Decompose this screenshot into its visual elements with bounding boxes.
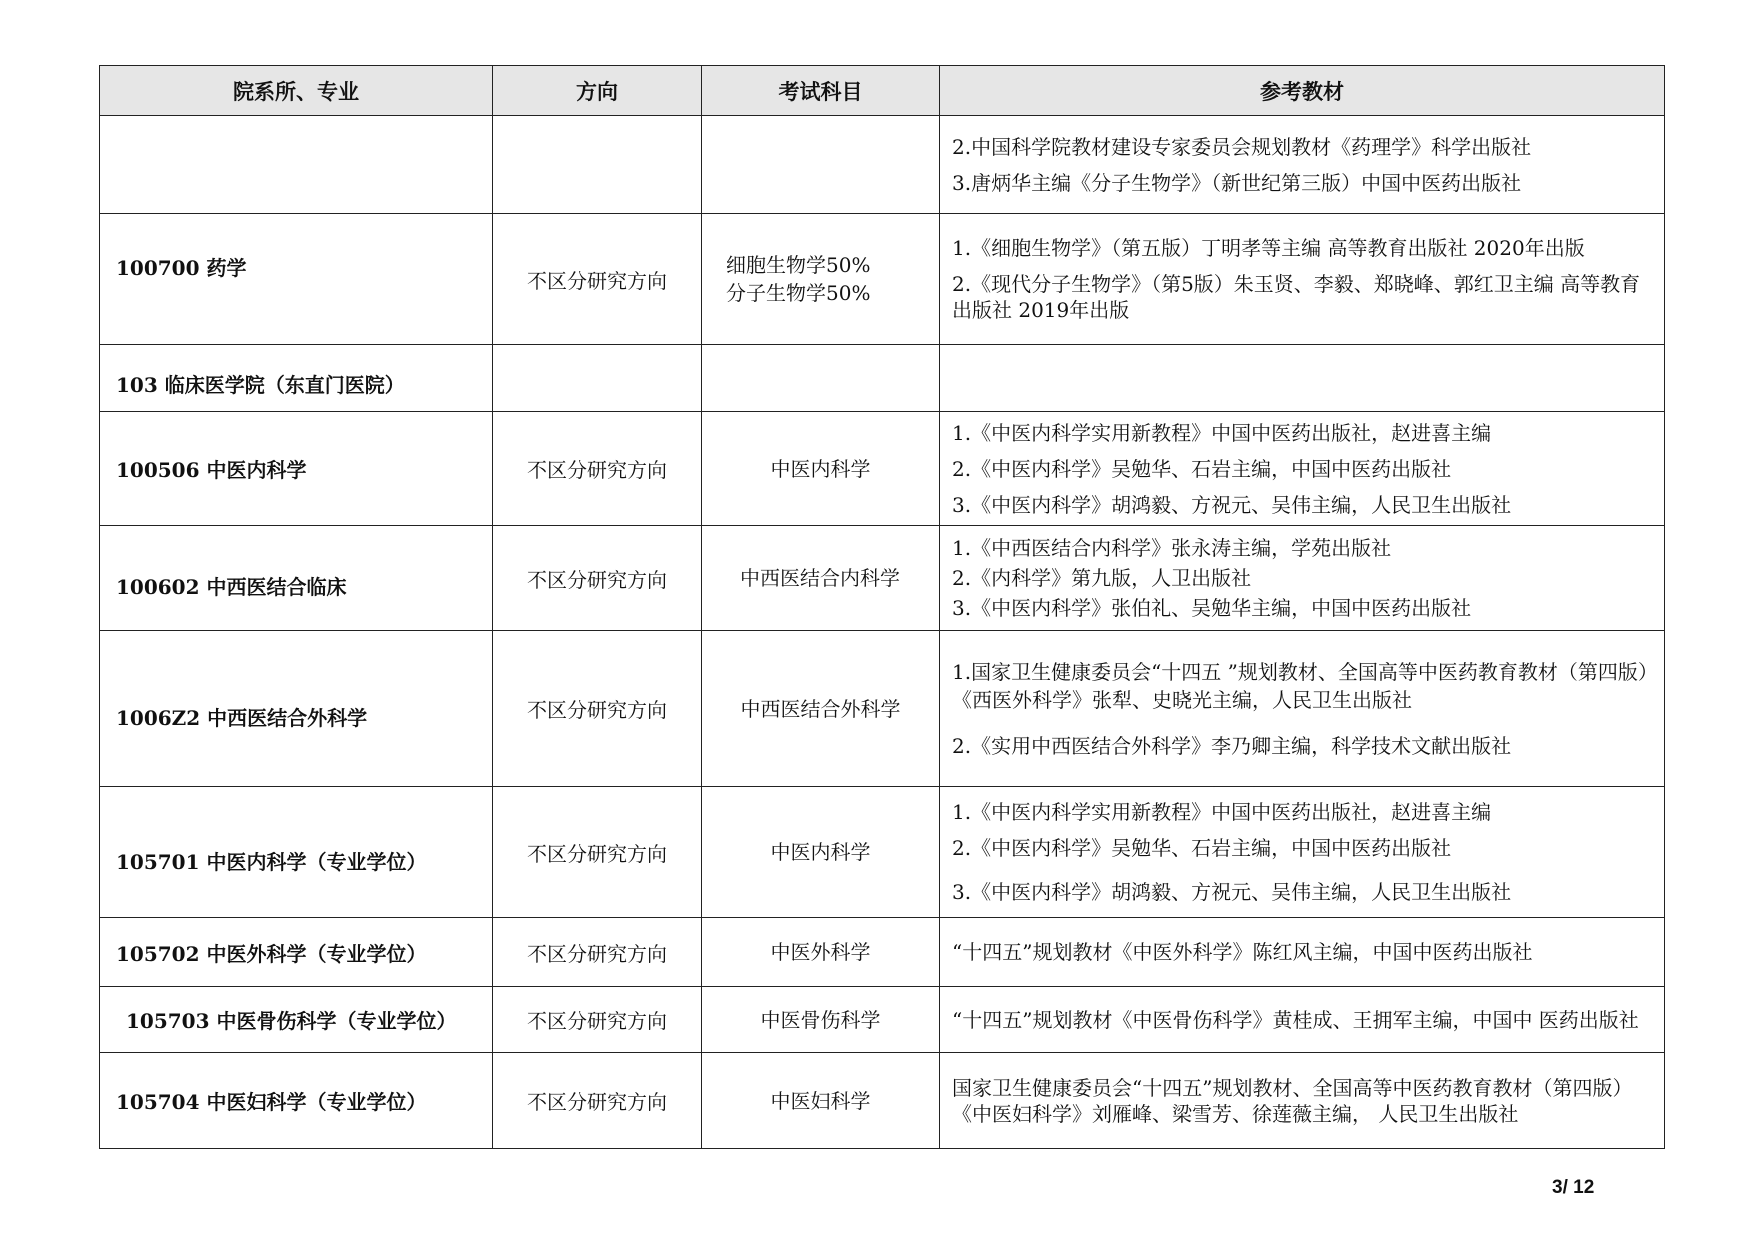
references-cell bbox=[940, 631, 1665, 787]
subject-item: 细胞生物学50% bbox=[726, 253, 871, 277]
reference-item: 1.《中医内科学实用新教程》中国中医药出版社，赵进喜主编 bbox=[952, 800, 1492, 824]
major-cell: 100602 中西医结合临床 bbox=[100, 526, 493, 631]
references-cell bbox=[940, 918, 1665, 987]
subjects-cell bbox=[702, 987, 940, 1053]
reference-item: 3.《中医内科学》胡鸿毅、方祝元、吴伟主编，人民卫生出版社 bbox=[952, 880, 1512, 904]
header-exam-subjects: 考试科目 bbox=[702, 66, 940, 116]
references-cell bbox=[940, 526, 1665, 631]
references-cell bbox=[940, 412, 1665, 526]
subject-item: 中医内科学 bbox=[770, 456, 871, 481]
major-cell: 105701 中医内科学（专业学位） bbox=[100, 787, 493, 918]
table-row bbox=[100, 345, 1665, 412]
major-cell: 105704 中医妇科学（专业学位） bbox=[100, 1053, 493, 1149]
reference-item: “十四五”规划教材《中医骨伤科学》黄桂成、王拥军主编，中国中 医药出版社 bbox=[952, 1007, 1639, 1032]
references-cell bbox=[940, 116, 1665, 214]
subject-item: 中西医结合内科学 bbox=[740, 566, 900, 590]
direction-cell: 不区分研究方向 bbox=[493, 412, 702, 526]
direction-cell: 不区分研究方向 bbox=[493, 214, 702, 345]
table-row bbox=[100, 214, 1665, 345]
reference-item: 2.中国科学院教材建设专家委员会规划教材《药理学》科学出版社 bbox=[952, 134, 1532, 159]
major-cell: 1006Z2 中西医结合外科学 bbox=[100, 631, 493, 787]
reference-item: 国家卫生健康委员会“十四五”规划教材、全国高等中医药教育教材（第四版）《中医妇科学》刘雁峰、梁雪芳、徐莲薇主编， 人民卫生出版社 bbox=[952, 1075, 1633, 1126]
header-major: 院系所、专业 bbox=[100, 66, 493, 116]
direction-cell: 不区分研究方向 bbox=[493, 631, 702, 787]
admissions-reference-table bbox=[99, 65, 1665, 1149]
table-header-row bbox=[100, 66, 1665, 116]
subject-item: 中医外科学 bbox=[770, 940, 871, 964]
section-heading-cell: 103 临床医学院（东直门医院） bbox=[100, 345, 493, 412]
table-row bbox=[100, 987, 1665, 1053]
header-reference-books: 参考教材 bbox=[940, 66, 1665, 116]
references-cell bbox=[940, 214, 1665, 345]
subjects-cell bbox=[702, 116, 940, 214]
reference-item: 3.《中医内科学》张伯礼、吴勉华主编，中国中医药出版社 bbox=[952, 596, 1472, 620]
subject-item: 中医妇科学 bbox=[770, 1088, 871, 1113]
reference-item: 3.唐炳华主编《分子生物学》（新世纪第三版）中国中医药出版社 bbox=[952, 170, 1522, 195]
reference-item: 2.《实用中西医结合外科学》李乃卿主编，科学技术文献出版社 bbox=[952, 733, 1512, 758]
direction-cell bbox=[493, 116, 702, 214]
major-cell: 105702 中医外科学（专业学位） bbox=[100, 918, 493, 987]
table-row bbox=[100, 918, 1665, 987]
direction-cell: 不区分研究方向 bbox=[493, 526, 702, 631]
subjects-cell bbox=[702, 1053, 940, 1149]
table-row bbox=[100, 526, 1665, 631]
subject-item: 中医内科学 bbox=[770, 840, 871, 864]
subjects-cell bbox=[702, 631, 940, 787]
subject-item: 中西医结合外科学 bbox=[740, 696, 901, 721]
subjects-cell bbox=[702, 918, 940, 987]
subjects-cell bbox=[702, 526, 940, 631]
subjects-cell bbox=[702, 214, 940, 345]
subject-item: 中医骨伤科学 bbox=[760, 1007, 881, 1032]
reference-item: 2.《现代分子生物学》（第5版）朱玉贤、李毅、郑晓峰、郭红卫主编 高等教育出版社 2019年出版 bbox=[952, 272, 1641, 322]
direction-cell: 不区分研究方向 bbox=[493, 918, 702, 987]
reference-item: 1.《中医内科学实用新教程》中国中医药出版社，赵进喜主编 bbox=[952, 420, 1492, 445]
major-cell: 100506 中医内科学 bbox=[100, 412, 493, 526]
reference-item: 1.《中西医结合内科学》张永涛主编，学苑出版社 bbox=[952, 536, 1392, 560]
table-row bbox=[100, 412, 1665, 526]
direction-cell: 不区分研究方向 bbox=[493, 787, 702, 918]
reference-item: 2.《内科学》第九版，人卫出版社 bbox=[952, 566, 1252, 590]
major-cell: 105703 中医骨伤科学（专业学位） bbox=[100, 987, 493, 1053]
subjects-cell bbox=[702, 787, 940, 918]
reference-item: 2.《中医内科学》吴勉华、石岩主编，中国中医药出版社 bbox=[952, 836, 1452, 860]
major-cell bbox=[100, 116, 493, 214]
direction-cell bbox=[493, 345, 702, 412]
direction-cell: 不区分研究方向 bbox=[493, 1053, 702, 1149]
reference-item: 2.《中医内科学》吴勉华、石岩主编，中国中医药出版社 bbox=[952, 456, 1452, 481]
table-row bbox=[100, 631, 1665, 787]
reference-item: “十四五”规划教材《中医外科学》陈红风主编，中国中医药出版社 bbox=[952, 940, 1533, 964]
header-direction: 方向 bbox=[493, 66, 702, 116]
reference-item: 1.国家卫生健康委员会“十四五 ”规划教材、全国高等中医药教育教材（第四版）《西医外科学》张犁、史晓光主编，人民卫生出版社 bbox=[952, 659, 1658, 712]
direction-cell: 不区分研究方向 bbox=[493, 987, 702, 1053]
references-cell bbox=[940, 1053, 1665, 1149]
reference-item: 1.《细胞生物学》（第五版）丁明孝等主编 高等教育出版社 2020年出版 bbox=[952, 236, 1585, 260]
table-row bbox=[100, 116, 1665, 214]
table-row bbox=[100, 787, 1665, 918]
page-number: 3/ 12 bbox=[1552, 1177, 1595, 1198]
major-cell: 100700 药学 bbox=[100, 214, 493, 345]
subject-item: 分子生物学50% bbox=[726, 281, 871, 305]
references-cell bbox=[940, 345, 1665, 412]
references-cell bbox=[940, 987, 1665, 1053]
subjects-cell bbox=[702, 412, 940, 526]
table-row bbox=[100, 1053, 1665, 1149]
reference-item: 3.《中医内科学》胡鸿毅、方祝元、吴伟主编，人民卫生出版社 bbox=[952, 492, 1512, 517]
subjects-cell bbox=[702, 345, 940, 412]
references-cell bbox=[940, 787, 1665, 918]
